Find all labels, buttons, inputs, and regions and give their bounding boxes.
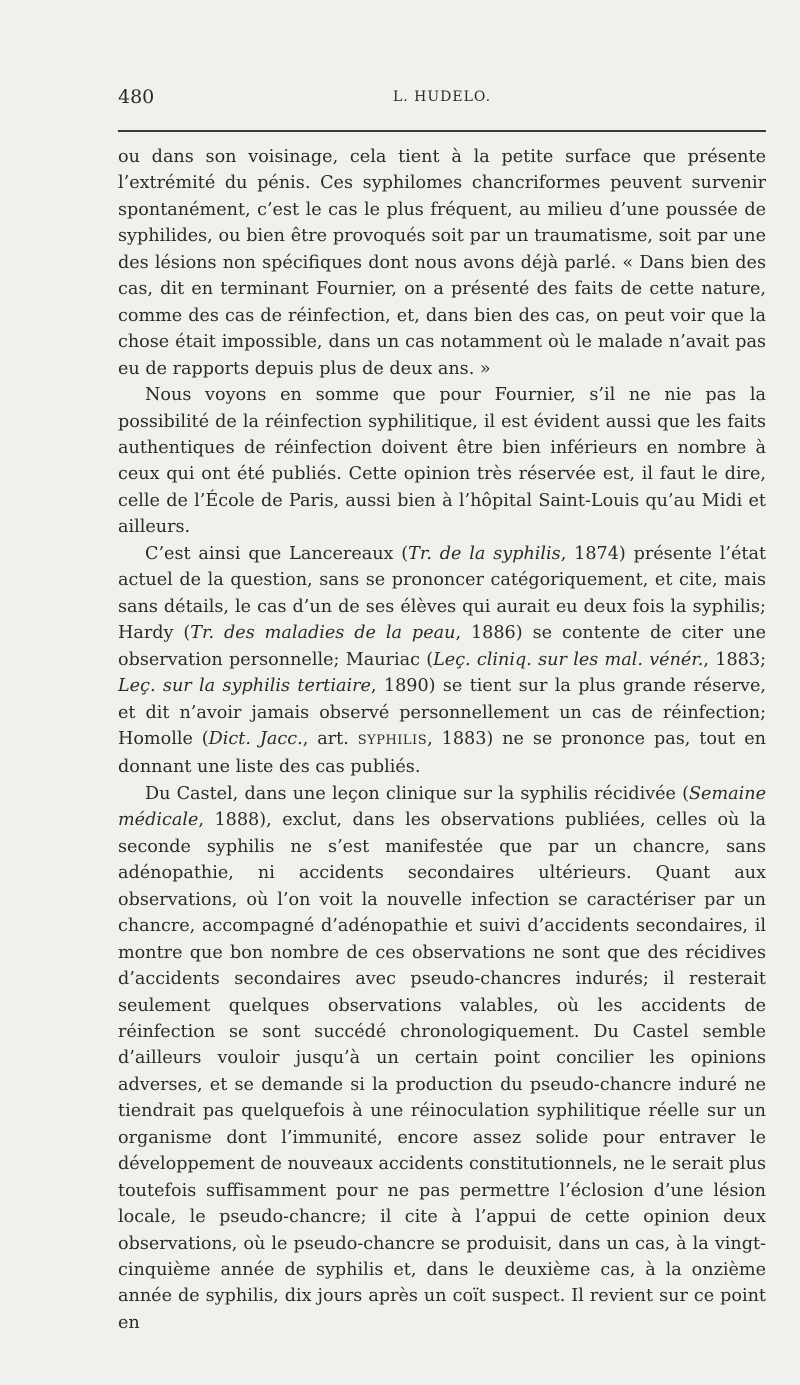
- text-run: Nous voyons en somme que pour Fournier, s’il ne nie pas la possibilité de la réinfection syphilitique, il est évident aussi que les faits authentiques de réinfection doivent être bien inférieurs en nombre à ceux qui ont été publiés. Cette opinion très réservée est, il faut le dire, celle de l’École de Paris, aussi bien à l’hôpital Saint-Louis qu’au Midi et ailleurs.: [118, 385, 766, 538]
- paragraph: [118, 144, 766, 382]
- italic-citation: Tr. des maladies de la peau: [190, 623, 456, 644]
- running-head: L. HUDELO.: [392, 89, 492, 105]
- text-run: C’est ainsi que Lancereaux (: [145, 543, 409, 564]
- italic-citation: Leç. sur la syphilis tertiaire: [118, 676, 371, 697]
- italic-citation: Leç. cliniq. sur les mal. vénér.: [433, 649, 704, 670]
- body-text: [118, 144, 766, 1336]
- text-run: , 1888), exclut, dans les observations publiées, celles où la seconde syphilis ne s’est manifestée que par un chancre, sans adénopathie, ni accidents secondaires ultérieurs. Quant aux observations, où l’on voit la nouvelle infection se caractériser par un chancre, accompagné d’adénopathie et suivi d’accidents secondaires, il montre que bon nombre de ces observations ne sont que des récidives d’accidents secondaires avec pseudo-chancres indurés; il resterait seulement quelques observations valables, où les accidents de réinfection se sont succédé chronologiquement. Du Castel semble d’ailleurs vouloir jusqu’à un certain point concilier les opinions adverses, et se demande si la production du pseudo-chancre induré ne tiendrait pas quelquefois à une réinoculation syphilitique réelle sur un organisme dont l’immunité, encore assez solide pour entraver le développement de nouveaux accidents constitutionnels, ne le serait plus toutefois suffisamment pour ne pas permettre l’éclosion d’une lésion locale, le pseudo-chancre; il cite à l’appui de cette opinion deux observations, où le pseudo-chancre se produisit, dans un cas, à la vingt-cinquième année de syphilis et, dans le deuxième cas, à la onzième année de syphilis, dix jours après un coït suspect. Il revient sur ce point en: [118, 810, 766, 1333]
- text-run: , 1883;: [703, 649, 766, 670]
- paragraph: [118, 541, 766, 781]
- page-header: [118, 86, 766, 116]
- text-run: , 1883) ne se prononce pas, tout en donnant une liste des cas publiés.: [118, 728, 766, 778]
- header-rule: [118, 130, 766, 132]
- text-run: ou dans son voisinage, cela tient à la petite surface que présente l’extrémité du pénis. Ces syphilomes chancriformes peuvent survenir spontanément, c’est le cas le plus fréquent, au milieu d’une poussée de syphilides, ou bien être provoqués soit par un traumatisme, soit par une des lésions non spécifiques dont nous avons déjà parlé. « Dans bien des cas, dit en terminant Fournier, on a présenté des faits de cette nature, comme des cas de réinfection, et, dans bien des cas, on peut voir que la chose était impossible, dans un cas notamment où le malade n’avait pas eu de rapports depuis plus de deux ans. »: [118, 147, 766, 379]
- text-run: , art.: [302, 728, 358, 749]
- italic-citation: Semaine médicale: [118, 783, 766, 831]
- paragraph: [118, 382, 766, 541]
- text-run: , 1874) présente l’état actuel de la question, sans se prononcer catégoriquement, et cite, mais sans détails, le cas d’un de ses élèves qui aurait eu deux fois la syphilis; Hardy (: [118, 543, 767, 644]
- italic-citation: Dict. Jacc.: [208, 728, 303, 749]
- small-caps-term: SYPHILIS: [357, 732, 428, 748]
- text-run: , 1890) se tient sur la plus grande réserve, et dit n’avoir jamais observé personnellement un cas de réinfection; Homolle (: [118, 676, 766, 749]
- page-number: 480: [118, 86, 155, 108]
- paragraph: [118, 781, 766, 1337]
- text-run: , 1886) se contente de citer une observation personnelle; Mauriac (: [118, 623, 767, 670]
- text-run: Du Castel, dans une leçon clinique sur la syphilis récidivée (: [145, 783, 689, 804]
- italic-citation: Tr. de la syphilis: [408, 543, 561, 564]
